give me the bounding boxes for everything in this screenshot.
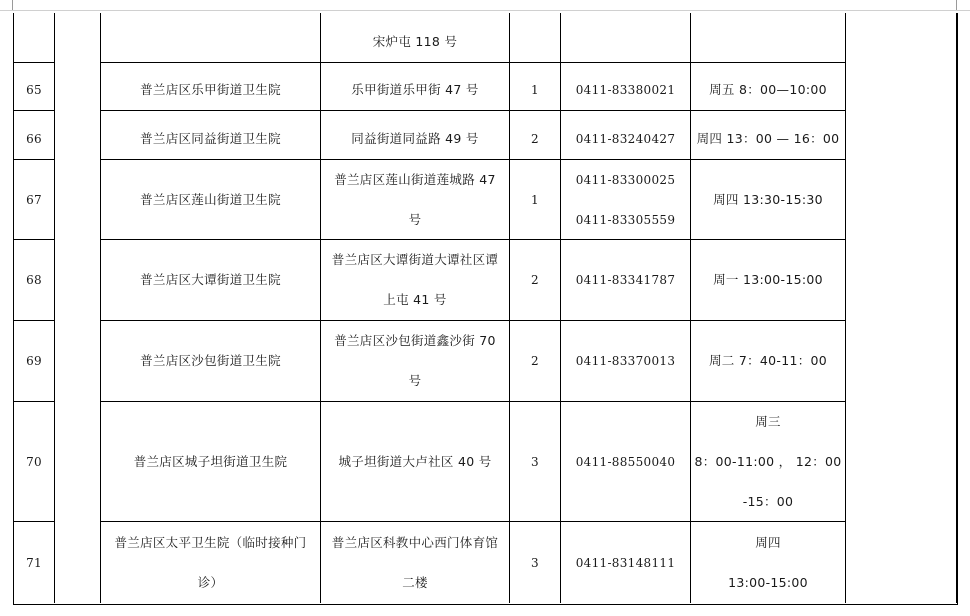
clinic-name-line: 普兰店区同益街道卫生院 bbox=[140, 131, 281, 146]
dose-count bbox=[510, 522, 560, 603]
dose-count bbox=[510, 240, 560, 320]
clinic-name-line: 普兰店区沙包街道卫生院 bbox=[140, 353, 281, 368]
address-continuation-text: 宋炉屯 118 号 bbox=[372, 34, 458, 49]
phone-number bbox=[561, 321, 690, 401]
service-time bbox=[691, 240, 845, 320]
clinic-name bbox=[101, 240, 320, 320]
phone-number bbox=[561, 240, 690, 320]
phone-number bbox=[561, 402, 690, 521]
row-number-line: 65 bbox=[26, 83, 42, 97]
row-number bbox=[14, 522, 54, 603]
service-time-line: 周三 bbox=[755, 413, 781, 429]
phone-number-line: 0411-88550040 bbox=[575, 454, 676, 469]
clinic-address-line: 号 bbox=[408, 373, 422, 388]
clinic-address-line: 普兰店区莲山街道莲城路 47 bbox=[334, 171, 496, 187]
phone-number-line: 0411-83305559 bbox=[575, 212, 676, 227]
phone-number-line: 0411-83341787 bbox=[575, 273, 676, 287]
dose-count bbox=[510, 63, 560, 110]
phone-number bbox=[561, 63, 690, 110]
phone-number-line: 0411-83370013 bbox=[575, 354, 676, 368]
clinic-name bbox=[101, 321, 320, 401]
clinic-address-line: 二楼 bbox=[402, 574, 428, 590]
clinic-address-line: 同益街道同益路 49 号 bbox=[351, 131, 479, 146]
service-time-line: 周五 8：00—10:00 bbox=[709, 82, 827, 97]
clinic-address bbox=[321, 522, 509, 603]
service-time bbox=[691, 111, 845, 159]
row-number bbox=[14, 160, 54, 239]
service-time-line: 周四 13:30-15:30 bbox=[713, 191, 823, 207]
page-corner-mark-left bbox=[12, 0, 13, 10]
clinic-address bbox=[321, 160, 509, 239]
row-number bbox=[14, 111, 54, 159]
clinic-address bbox=[321, 111, 509, 159]
clinic-address bbox=[321, 240, 509, 320]
row-number bbox=[14, 240, 54, 320]
dose-count bbox=[510, 402, 560, 521]
clinic-name bbox=[101, 402, 320, 521]
dose-count-line: 2 bbox=[531, 132, 539, 146]
column-rule bbox=[956, 13, 957, 603]
dose-count-line: 1 bbox=[531, 83, 539, 97]
clinic-name bbox=[101, 160, 320, 239]
phone-number-line: 0411-83148111 bbox=[575, 555, 676, 570]
clinic-address-line: 普兰店区沙包街道鑫沙街 70 bbox=[334, 333, 496, 348]
row-number-line: 70 bbox=[26, 454, 42, 469]
service-time-line: 周四 bbox=[755, 534, 781, 550]
clinic-address-line: 上屯 41 号 bbox=[383, 292, 447, 307]
row-number-line: 68 bbox=[26, 273, 42, 287]
page-header-rule bbox=[0, 10, 970, 11]
dose-count-line: 3 bbox=[531, 555, 539, 570]
row-number-line: 66 bbox=[26, 132, 42, 146]
phone-number bbox=[561, 111, 690, 159]
address-continuation bbox=[321, 14, 509, 62]
row-number-line: 67 bbox=[26, 192, 42, 207]
clinic-name-line: 普兰店区莲山街道卫生院 bbox=[140, 191, 281, 207]
clinic-address-line: 普兰店区科教中心西门体育馆 bbox=[331, 534, 499, 550]
column-rule bbox=[845, 13, 846, 603]
clinic-name-line: 普兰店区太平卫生院（临时接种门 bbox=[114, 534, 307, 550]
clinic-name-line: 普兰店区乐甲街道卫生院 bbox=[140, 82, 281, 97]
phone-number-line: 0411-83240427 bbox=[575, 132, 676, 146]
clinic-address-line: 普兰店区大谭街道大谭社区谭 bbox=[331, 252, 499, 267]
row-number-line: 69 bbox=[26, 354, 42, 368]
row-number bbox=[14, 402, 54, 521]
page-corner-mark-right bbox=[956, 0, 957, 10]
clinic-address bbox=[321, 63, 509, 110]
column-rule bbox=[54, 13, 55, 603]
row-number-line: 71 bbox=[26, 555, 42, 570]
dose-count-line: 3 bbox=[531, 454, 539, 469]
clinic-name bbox=[101, 63, 320, 110]
clinic-name bbox=[101, 522, 320, 603]
service-time bbox=[691, 321, 845, 401]
row-number bbox=[14, 321, 54, 401]
dose-count bbox=[510, 160, 560, 239]
service-time-line: 8：00-11:00 ， 12：00 bbox=[694, 453, 842, 469]
dose-count-line: 2 bbox=[531, 273, 539, 287]
service-time bbox=[691, 402, 845, 521]
dose-count-line: 1 bbox=[531, 192, 539, 207]
service-time bbox=[691, 160, 845, 239]
dose-count bbox=[510, 111, 560, 159]
phone-number bbox=[561, 160, 690, 239]
phone-number-line: 0411-83300025 bbox=[575, 172, 676, 187]
clinic-address bbox=[321, 402, 509, 521]
clinic-address-line: 乐甲街道乐甲街 47 号 bbox=[351, 82, 479, 97]
service-time-line: -15：00 bbox=[742, 493, 794, 509]
clinic-address bbox=[321, 321, 509, 401]
clinic-address-line: 城子坦街道大卢社区 40 号 bbox=[338, 453, 492, 469]
service-time bbox=[691, 522, 845, 603]
phone-number-line: 0411-83380021 bbox=[575, 83, 676, 97]
clinic-name-line: 普兰店区大谭街道卫生院 bbox=[140, 272, 281, 287]
service-time-line: 周一 13:00-15:00 bbox=[713, 272, 823, 287]
clinic-name-line: 诊） bbox=[197, 574, 224, 590]
service-time bbox=[691, 63, 845, 110]
row-number bbox=[14, 63, 54, 110]
phone-number bbox=[561, 522, 690, 603]
service-time-line: 13:00-15:00 bbox=[728, 574, 808, 590]
clinic-address-line: 号 bbox=[408, 211, 422, 227]
service-time-line: 周二 7：40-11：00 bbox=[708, 353, 828, 368]
clinic-name bbox=[101, 111, 320, 159]
dose-count-line: 2 bbox=[531, 354, 539, 368]
service-time-line: 周四 13：00 — 16：00 bbox=[696, 131, 840, 146]
clinic-name-line: 普兰店区城子坦街道卫生院 bbox=[133, 453, 288, 469]
dose-count bbox=[510, 321, 560, 401]
